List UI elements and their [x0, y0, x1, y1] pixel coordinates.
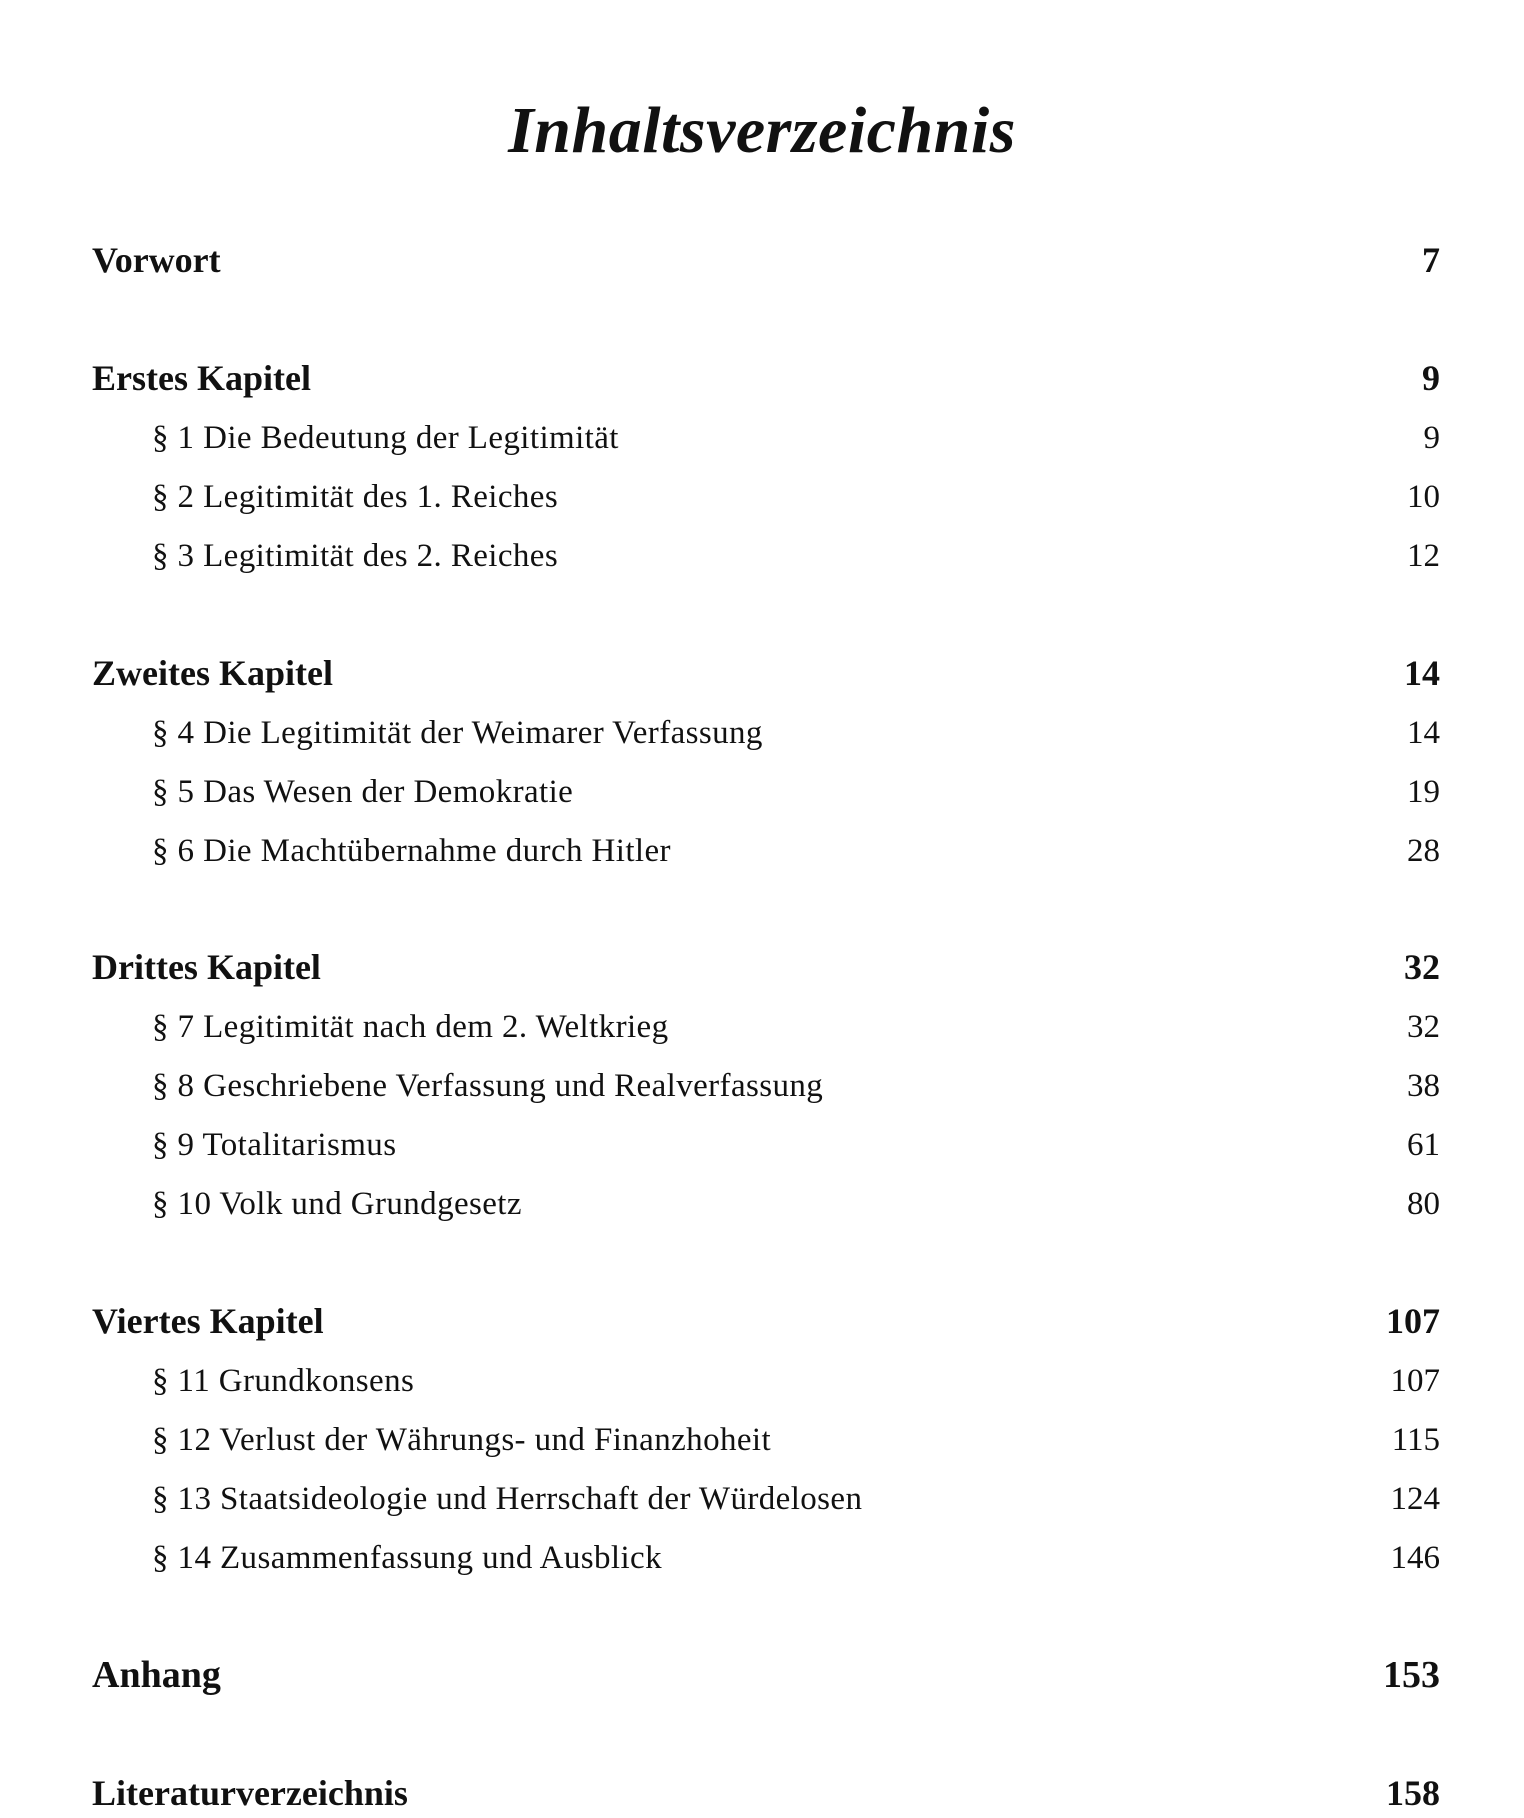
toc-entry-label: § 14 Zusammenfassung und Ausblick [152, 1540, 662, 1576]
toc-page-number: 9 [1422, 358, 1440, 398]
toc-heading-label: Erstes Kapitel [92, 358, 311, 398]
toc-entry-label: § 12 Verlust der Währungs- und Finanzhoheit [152, 1422, 772, 1458]
toc-heading-label: Zweites Kapitel [92, 653, 333, 693]
toc-entry-label: § 1 Die Bedeutung der Legitimität [152, 420, 619, 456]
toc-page-number: 10 [1407, 479, 1440, 515]
toc-heading-label: Anhang [92, 1654, 221, 1696]
toc-heading-vorwort[interactable] [92, 232, 1440, 282]
toc-page-number: 14 [1404, 653, 1440, 693]
toc-entry[interactable] [92, 1057, 1440, 1107]
toc-page-number: 80 [1407, 1186, 1440, 1222]
toc-entry-label: § 13 Staatsideologie und Herrschaft der Würdelosen [152, 1481, 863, 1517]
toc-page-number: 38 [1407, 1068, 1440, 1104]
toc-entry-label: § 4 Die Legitimität der Weimarer Verfassung [152, 715, 763, 751]
toc-page-number: 107 [1386, 1301, 1440, 1341]
toc-entry-label: § 5 Das Wesen der Demokratie [152, 774, 574, 810]
toc-page-number: 12 [1407, 538, 1440, 574]
toc-entry-label: § 2 Legitimität des 1. Reiches [152, 479, 559, 515]
toc-heading-literatur[interactable] [92, 1765, 1440, 1815]
toc-heading-chapter-4[interactable] [92, 1293, 1440, 1343]
toc-entry[interactable] [92, 998, 1440, 1048]
toc-entry[interactable] [92, 1470, 1440, 1520]
toc-entry-label: § 9 Totalitarismus [152, 1127, 397, 1163]
toc-page-number: 19 [1407, 774, 1440, 810]
toc-entry-label: § 8 Geschriebene Verfassung und Realverfassung [152, 1068, 824, 1104]
toc-page-number: 115 [1391, 1422, 1440, 1458]
toc-page-number: 32 [1407, 1009, 1440, 1045]
toc-entry[interactable] [92, 704, 1440, 754]
toc-page-number: 32 [1404, 947, 1440, 987]
toc-entry[interactable] [92, 763, 1440, 813]
toc-heading-label: Literaturverzeichnis [92, 1773, 408, 1813]
toc-page-number: 153 [1383, 1654, 1440, 1696]
toc-entry[interactable] [92, 409, 1440, 459]
toc-entry[interactable] [92, 527, 1440, 577]
toc-page-number: 7 [1422, 240, 1440, 280]
toc-heading-chapter-1[interactable] [92, 350, 1440, 400]
toc-heading-chapter-2[interactable] [92, 645, 1440, 695]
toc-entry[interactable] [92, 822, 1440, 872]
toc-page-number: 107 [1390, 1363, 1440, 1399]
toc-page-number: 9 [1423, 420, 1440, 456]
toc-heading-chapter-3[interactable] [92, 939, 1440, 989]
toc-heading-anhang[interactable] [92, 1647, 1440, 1697]
toc-heading-label: Vorwort [92, 240, 221, 280]
toc-page-number: 146 [1390, 1540, 1440, 1576]
toc-heading-label: Viertes Kapitel [92, 1301, 324, 1341]
toc-heading-label: Drittes Kapitel [92, 947, 321, 987]
toc-page-number: 28 [1407, 833, 1440, 869]
toc-entry-label: § 7 Legitimität nach dem 2. Weltkrieg [152, 1009, 669, 1045]
toc-entry-label: § 3 Legitimität des 2. Reiches [152, 538, 559, 574]
toc-entry[interactable] [92, 1175, 1440, 1225]
page-title: Inhaltsverzeichnis [508, 94, 1016, 167]
toc-entry-label: § 6 Die Machtübernahme durch Hitler [152, 833, 671, 869]
toc-entry[interactable] [92, 1411, 1440, 1461]
toc-entry[interactable] [92, 1529, 1440, 1579]
toc-page-number: 124 [1390, 1481, 1440, 1517]
toc-entry[interactable] [92, 1352, 1440, 1402]
toc-page-number: 158 [1386, 1773, 1440, 1813]
toc-entry-label: § 10 Volk und Grundgesetz [152, 1186, 522, 1222]
toc-entry-label: § 11 Grundkonsens [152, 1363, 415, 1399]
toc-page-number: 61 [1407, 1127, 1440, 1163]
toc-page-number: 14 [1407, 715, 1440, 751]
toc-entry[interactable] [92, 1116, 1440, 1166]
toc-entry[interactable] [92, 468, 1440, 518]
